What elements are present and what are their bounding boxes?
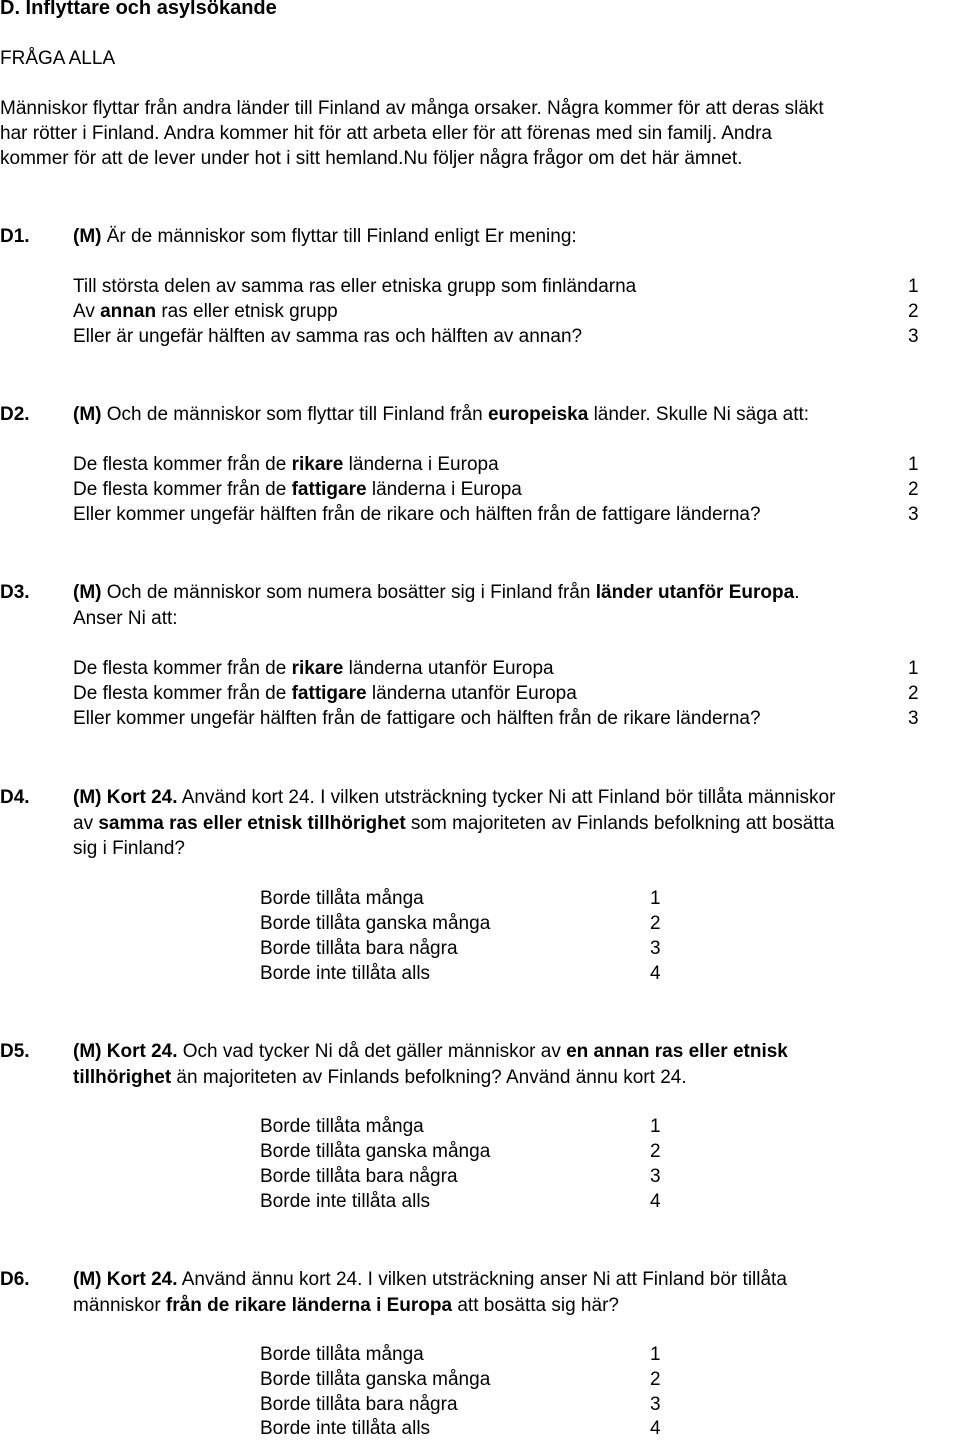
option-label: Borde tillåta ganska många bbox=[260, 1141, 491, 1162]
option-code: 2 bbox=[650, 913, 661, 934]
option-code: 2 bbox=[908, 479, 919, 500]
question-text: (M) Och de människor som numera bosätter sig i Finland från länder utanför Europa. Anser Ni att: bbox=[73, 582, 800, 629]
intro-line-1: Människor flyttar från andra länder till Finland av många orsaker. Några kommer för att deras släkt bbox=[0, 98, 824, 119]
question-text: (M) Och de människor som flyttar till Finland från europeiska länder. Skulle Ni säga att: bbox=[73, 404, 810, 425]
option-label: Borde inte tillåta alls bbox=[260, 1191, 431, 1212]
option-label: Eller kommer ungefär hälften från de fattigare och hälften från de rikare länderna? bbox=[73, 708, 761, 729]
option-label: De flesta kommer från de rikare länderna utanför Europa bbox=[73, 658, 554, 679]
question-number: D3. bbox=[0, 582, 30, 603]
option-code: 3 bbox=[650, 1394, 661, 1415]
option-label: Av annan ras eller etnisk grupp bbox=[73, 301, 338, 322]
question-number: D1. bbox=[0, 226, 30, 247]
option-code: 2 bbox=[650, 1369, 661, 1390]
intro-line-2: har rötter i Finland. Andra kommer hit för att arbeta eller för att förenas med sin familj. Andra bbox=[0, 123, 772, 144]
section-title: D. Inflyttare och asylsökande bbox=[0, 0, 277, 19]
option-label: Borde tillåta många bbox=[260, 1344, 424, 1365]
option-code: 3 bbox=[650, 938, 661, 959]
option-label: Borde tillåta många bbox=[260, 1116, 424, 1137]
question-number: D5. bbox=[0, 1041, 30, 1062]
option-code: 3 bbox=[908, 708, 919, 729]
option-code: 1 bbox=[650, 888, 661, 909]
instruction: FRÅGA ALLA bbox=[0, 48, 116, 69]
option-label: Borde inte tillåta alls bbox=[260, 963, 431, 984]
question-text: (M) Är de människor som flyttar till Finland enligt Er mening: bbox=[73, 226, 577, 247]
option-label: Till största delen av samma ras eller etniska grupp som finländarna bbox=[73, 276, 637, 297]
option-label: Borde inte tillåta alls bbox=[260, 1418, 431, 1439]
option-label: De flesta kommer från de fattigare länderna i Europa bbox=[73, 479, 522, 500]
option-code: 4 bbox=[650, 1418, 661, 1439]
option-code: 4 bbox=[650, 963, 661, 984]
question-number: D6. bbox=[0, 1269, 30, 1290]
option-code: 2 bbox=[908, 683, 919, 704]
option-code: 1 bbox=[650, 1116, 661, 1137]
option-label: Eller kommer ungefär hälften från de rikare och hälften från de fattigare länderna? bbox=[73, 504, 761, 525]
option-label: Borde tillåta bara några bbox=[260, 1394, 458, 1415]
option-label: Borde tillåta bara några bbox=[260, 938, 458, 959]
option-label: De flesta kommer från de fattigare länderna utanför Europa bbox=[73, 683, 577, 704]
question-number: D4. bbox=[0, 787, 30, 808]
question-text: (M) Kort 24. Använd kort 24. I vilken utsträckning tycker Ni att Finland bör tillåta människor av samma ras eller etnisk tillhörighet som majoriteten av Finlands befolkning att bosätta sig i Finland? bbox=[73, 787, 836, 859]
option-label: Eller är ungefär hälften av samma ras och hälften av annan? bbox=[73, 326, 583, 347]
option-label: Borde tillåta bara några bbox=[260, 1166, 458, 1187]
option-label: Borde tillåta ganska många bbox=[260, 913, 491, 934]
option-code: 1 bbox=[908, 454, 919, 475]
intro-line-3: kommer för att de lever under hot i sitt hemland.Nu följer några frågor om det här ämnet. bbox=[0, 148, 743, 169]
question-text: (M) Kort 24. Använd ännu kort 24. I vilken utsträckning anser Ni att Finland bör tillåta människor från de rikare länderna i Europa att bosätta sig här? bbox=[73, 1269, 787, 1316]
option-label: De flesta kommer från de rikare länderna i Europa bbox=[73, 454, 499, 475]
question-number: D2. bbox=[0, 404, 30, 425]
option-code: 3 bbox=[650, 1166, 661, 1187]
option-label: Borde tillåta många bbox=[260, 888, 424, 909]
option-code: 3 bbox=[908, 504, 919, 525]
question-text: (M) Kort 24. Och vad tycker Ni då det gäller människor av en annan ras eller etnisk tillhörighet än majoriteten av Finlands befolkning? Använd ännu kort 24. bbox=[73, 1041, 788, 1088]
option-code: 1 bbox=[650, 1344, 661, 1365]
option-code: 4 bbox=[650, 1191, 661, 1212]
option-code: 1 bbox=[908, 276, 919, 297]
option-code: 2 bbox=[650, 1141, 661, 1162]
option-code: 2 bbox=[908, 301, 919, 322]
question-mode: (M) bbox=[73, 226, 102, 247]
option-label: Borde tillåta ganska många bbox=[260, 1369, 491, 1390]
option-code: 1 bbox=[908, 658, 919, 679]
option-code: 3 bbox=[908, 326, 919, 347]
